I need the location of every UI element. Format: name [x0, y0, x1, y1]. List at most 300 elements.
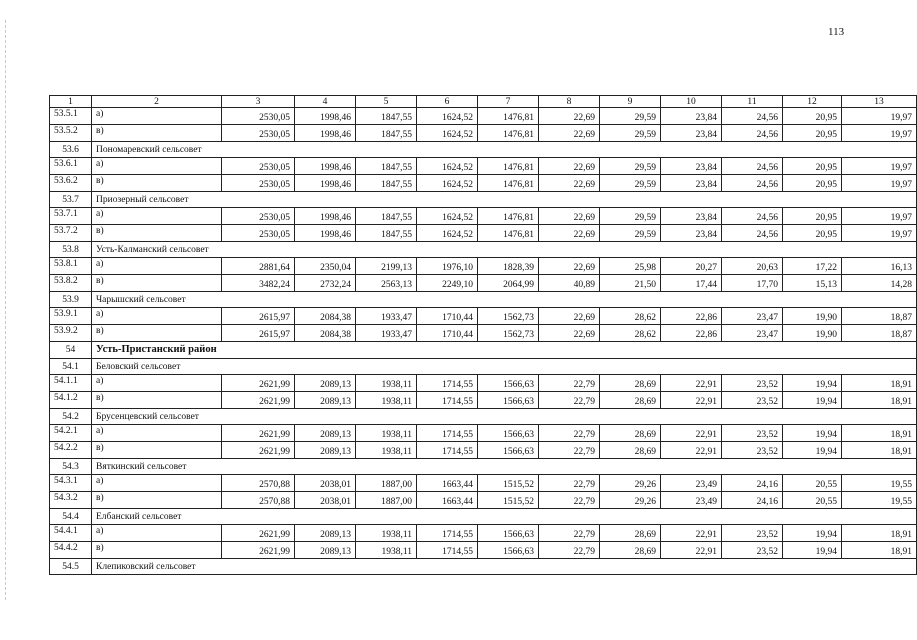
section-row: [50, 142, 917, 158]
section-row: [50, 459, 917, 475]
value-cell: 2038,01: [295, 492, 356, 509]
value-cell: 23,49: [661, 492, 722, 509]
row-subitem: а): [92, 425, 222, 442]
column-header: 12: [783, 96, 842, 108]
value-cell: 17,22: [783, 258, 842, 275]
value-cell: 2621,99: [222, 442, 295, 459]
table-row: [50, 425, 917, 442]
value-cell: 23,52: [722, 442, 783, 459]
value-cell: 15,13: [783, 275, 842, 292]
table-row: [50, 375, 917, 392]
value-cell: 1476,81: [478, 158, 539, 175]
value-cell: 1476,81: [478, 125, 539, 142]
value-cell: 1624,52: [417, 108, 478, 125]
value-cell: 18,91: [842, 425, 917, 442]
column-header: 2: [92, 96, 222, 108]
row-subitem: в): [92, 225, 222, 242]
value-cell: 18,91: [842, 392, 917, 409]
value-cell: 17,44: [661, 275, 722, 292]
value-cell: 24,56: [722, 158, 783, 175]
table-row: [50, 158, 917, 175]
row-code: 54.4: [50, 509, 92, 525]
value-cell: 23,84: [661, 175, 722, 192]
section-name: Брусенцевский сельсовет: [92, 409, 917, 425]
value-cell: 1624,52: [417, 225, 478, 242]
district-row: [50, 342, 917, 359]
table-body: [50, 96, 917, 575]
value-cell: 1515,52: [478, 492, 539, 509]
section-name: Чарышский сельсовет: [92, 292, 917, 308]
section-name: Вяткинский сельсовет: [92, 459, 917, 475]
value-cell: 20,95: [783, 125, 842, 142]
value-cell: 14,28: [842, 275, 917, 292]
value-cell: 1624,52: [417, 208, 478, 225]
value-cell: 28,62: [600, 325, 661, 342]
column-header: 13: [842, 96, 917, 108]
value-cell: 16,13: [842, 258, 917, 275]
value-cell: 2530,05: [222, 175, 295, 192]
value-cell: 19,94: [783, 392, 842, 409]
value-cell: 29,59: [600, 158, 661, 175]
value-cell: 25,98: [600, 258, 661, 275]
value-cell: 28,69: [600, 425, 661, 442]
value-cell: 1710,44: [417, 325, 478, 342]
value-cell: 1828,39: [478, 258, 539, 275]
row-code: 54.3.2: [50, 492, 92, 509]
value-cell: 22,69: [539, 125, 600, 142]
column-header: 10: [661, 96, 722, 108]
value-cell: 18,87: [842, 325, 917, 342]
row-code: 54: [50, 342, 92, 359]
value-cell: 22,79: [539, 392, 600, 409]
value-cell: 28,69: [600, 392, 661, 409]
value-cell: 1624,52: [417, 158, 478, 175]
value-cell: 28,69: [600, 442, 661, 459]
row-subitem: а): [92, 108, 222, 125]
value-cell: 1566,63: [478, 542, 539, 559]
value-cell: 2732,24: [295, 275, 356, 292]
value-cell: 1847,55: [356, 108, 417, 125]
value-cell: 1938,11: [356, 542, 417, 559]
value-cell: 22,69: [539, 225, 600, 242]
column-header: 6: [417, 96, 478, 108]
value-cell: 1515,52: [478, 475, 539, 492]
value-cell: 1714,55: [417, 392, 478, 409]
section-name: Клепиковский сельсовет: [92, 559, 917, 575]
value-cell: 23,52: [722, 525, 783, 542]
value-cell: 1714,55: [417, 542, 478, 559]
value-cell: 22,69: [539, 158, 600, 175]
value-cell: 2064,99: [478, 275, 539, 292]
value-cell: 1566,63: [478, 425, 539, 442]
value-cell: 2621,99: [222, 542, 295, 559]
value-cell: 18,91: [842, 525, 917, 542]
value-cell: 22,79: [539, 475, 600, 492]
table-row: [50, 208, 917, 225]
value-cell: 23,84: [661, 158, 722, 175]
table-row: [50, 275, 917, 292]
value-cell: 2089,13: [295, 375, 356, 392]
value-cell: 1624,52: [417, 125, 478, 142]
table-row: [50, 258, 917, 275]
section-row: [50, 509, 917, 525]
value-cell: 1847,55: [356, 208, 417, 225]
value-cell: 1998,46: [295, 108, 356, 125]
value-cell: 24,56: [722, 108, 783, 125]
value-cell: 1476,81: [478, 175, 539, 192]
value-cell: 22,79: [539, 375, 600, 392]
value-cell: 29,26: [600, 475, 661, 492]
row-code: 54.2.2: [50, 442, 92, 459]
value-cell: 19,90: [783, 308, 842, 325]
value-cell: 1933,47: [356, 308, 417, 325]
value-cell: 20,95: [783, 225, 842, 242]
row-code: 53.5.2: [50, 125, 92, 142]
value-cell: 24,16: [722, 492, 783, 509]
section-row: [50, 359, 917, 375]
row-subitem: в): [92, 175, 222, 192]
value-cell: 1714,55: [417, 425, 478, 442]
value-cell: 2350,04: [295, 258, 356, 275]
row-subitem: а): [92, 158, 222, 175]
value-cell: 2621,99: [222, 375, 295, 392]
row-code: 54.3: [50, 459, 92, 475]
value-cell: 1998,46: [295, 175, 356, 192]
row-code: 53.7: [50, 192, 92, 208]
value-cell: 22,69: [539, 208, 600, 225]
value-cell: 19,94: [783, 375, 842, 392]
row-subitem: в): [92, 442, 222, 459]
value-cell: 1714,55: [417, 525, 478, 542]
column-header: 3: [222, 96, 295, 108]
section-name: Приозерный сельсовет: [92, 192, 917, 208]
page-margin-line: [5, 20, 6, 600]
value-cell: 2249,10: [417, 275, 478, 292]
value-cell: 2563,13: [356, 275, 417, 292]
column-header: 11: [722, 96, 783, 108]
row-code: 53.9.2: [50, 325, 92, 342]
table-row: [50, 542, 917, 559]
row-code: 53.9: [50, 292, 92, 308]
value-cell: 22,79: [539, 492, 600, 509]
section-name: Пономаревский сельсовет: [92, 142, 917, 158]
row-code: 53.5.1: [50, 108, 92, 125]
value-cell: 22,91: [661, 375, 722, 392]
value-cell: 24,56: [722, 225, 783, 242]
value-cell: 24,56: [722, 208, 783, 225]
value-cell: 2615,97: [222, 325, 295, 342]
value-cell: 23,84: [661, 225, 722, 242]
value-cell: 19,94: [783, 542, 842, 559]
value-cell: 3482,24: [222, 275, 295, 292]
value-cell: 29,26: [600, 492, 661, 509]
row-code: 54.2.1: [50, 425, 92, 442]
value-cell: 1847,55: [356, 225, 417, 242]
row-code: 54.5: [50, 559, 92, 575]
value-cell: 19,94: [783, 442, 842, 459]
table-row: [50, 308, 917, 325]
value-cell: 19,94: [783, 525, 842, 542]
value-cell: 23,49: [661, 475, 722, 492]
value-cell: 22,69: [539, 308, 600, 325]
value-cell: 2530,05: [222, 208, 295, 225]
value-cell: 19,97: [842, 208, 917, 225]
value-cell: 2199,13: [356, 258, 417, 275]
column-header: 7: [478, 96, 539, 108]
row-code: 54.1.1: [50, 375, 92, 392]
column-header: 8: [539, 96, 600, 108]
value-cell: 22,79: [539, 525, 600, 542]
section-name: Беловский сельсовет: [92, 359, 917, 375]
value-cell: 29,59: [600, 125, 661, 142]
table-row: [50, 175, 917, 192]
value-cell: 1938,11: [356, 442, 417, 459]
value-cell: 1476,81: [478, 108, 539, 125]
value-cell: 2570,88: [222, 492, 295, 509]
value-cell: 1938,11: [356, 375, 417, 392]
value-cell: 28,69: [600, 525, 661, 542]
value-cell: 1887,00: [356, 492, 417, 509]
row-subitem: в): [92, 275, 222, 292]
row-subitem: а): [92, 258, 222, 275]
row-code: 54.4.1: [50, 525, 92, 542]
row-code: 53.6: [50, 142, 92, 158]
value-cell: 1933,47: [356, 325, 417, 342]
value-cell: 1562,73: [478, 325, 539, 342]
value-cell: 1887,00: [356, 475, 417, 492]
section-row: [50, 559, 917, 575]
value-cell: 28,69: [600, 375, 661, 392]
value-cell: 18,91: [842, 375, 917, 392]
value-cell: 1998,46: [295, 158, 356, 175]
value-cell: 29,59: [600, 225, 661, 242]
value-cell: 23,47: [722, 325, 783, 342]
value-cell: 24,56: [722, 125, 783, 142]
value-cell: 2038,01: [295, 475, 356, 492]
value-cell: 1566,63: [478, 442, 539, 459]
value-cell: 1663,44: [417, 475, 478, 492]
value-cell: 2621,99: [222, 392, 295, 409]
value-cell: 2089,13: [295, 542, 356, 559]
value-cell: 1998,46: [295, 208, 356, 225]
row-subitem: а): [92, 208, 222, 225]
row-code: 54.3.1: [50, 475, 92, 492]
value-cell: 2621,99: [222, 525, 295, 542]
value-cell: 1938,11: [356, 425, 417, 442]
value-cell: 21,50: [600, 275, 661, 292]
value-cell: 2621,99: [222, 425, 295, 442]
row-code: 54.2: [50, 409, 92, 425]
value-cell: 20,55: [783, 475, 842, 492]
page-number: 113: [828, 26, 845, 38]
value-cell: 19,55: [842, 475, 917, 492]
value-cell: 1714,55: [417, 442, 478, 459]
section-row: [50, 292, 917, 308]
value-cell: 23,52: [722, 392, 783, 409]
value-cell: 22,86: [661, 308, 722, 325]
value-cell: 1566,63: [478, 375, 539, 392]
value-cell: 19,94: [783, 425, 842, 442]
value-cell: 1847,55: [356, 158, 417, 175]
row-subitem: а): [92, 308, 222, 325]
table-row: [50, 492, 917, 509]
value-cell: 24,16: [722, 475, 783, 492]
row-code: 54.1.2: [50, 392, 92, 409]
row-code: 54.1: [50, 359, 92, 375]
value-cell: 1998,46: [295, 225, 356, 242]
table-header-row: [50, 96, 917, 108]
column-header: 5: [356, 96, 417, 108]
value-cell: 2530,05: [222, 158, 295, 175]
value-cell: 1566,63: [478, 525, 539, 542]
tariff-table: [49, 95, 917, 575]
value-cell: 22,91: [661, 392, 722, 409]
row-subitem: в): [92, 392, 222, 409]
value-cell: 2530,05: [222, 125, 295, 142]
row-subitem: а): [92, 375, 222, 392]
value-cell: 1976,10: [417, 258, 478, 275]
value-cell: 1566,63: [478, 392, 539, 409]
row-code: 53.8.1: [50, 258, 92, 275]
value-cell: 22,91: [661, 425, 722, 442]
value-cell: 1624,52: [417, 175, 478, 192]
value-cell: 1714,55: [417, 375, 478, 392]
value-cell: 2089,13: [295, 442, 356, 459]
value-cell: 22,79: [539, 542, 600, 559]
value-cell: 22,69: [539, 108, 600, 125]
value-cell: 29,59: [600, 208, 661, 225]
section-name: Елбанский сельсовет: [92, 509, 917, 525]
value-cell: 23,47: [722, 308, 783, 325]
value-cell: 1476,81: [478, 208, 539, 225]
value-cell: 28,62: [600, 308, 661, 325]
value-cell: 2615,97: [222, 308, 295, 325]
value-cell: 20,27: [661, 258, 722, 275]
table-row: [50, 325, 917, 342]
value-cell: 18,87: [842, 308, 917, 325]
value-cell: 19,90: [783, 325, 842, 342]
value-cell: 19,97: [842, 158, 917, 175]
value-cell: 19,97: [842, 225, 917, 242]
value-cell: 28,69: [600, 542, 661, 559]
section-row: [50, 192, 917, 208]
value-cell: 23,52: [722, 375, 783, 392]
row-code: 53.7.2: [50, 225, 92, 242]
value-cell: 1998,46: [295, 125, 356, 142]
value-cell: 2084,38: [295, 308, 356, 325]
value-cell: 19,97: [842, 175, 917, 192]
table-row: [50, 108, 917, 125]
table-row: [50, 442, 917, 459]
value-cell: 1710,44: [417, 308, 478, 325]
value-cell: 29,59: [600, 108, 661, 125]
value-cell: 19,97: [842, 108, 917, 125]
value-cell: 2570,88: [222, 475, 295, 492]
row-code: 53.8: [50, 242, 92, 258]
table-row: [50, 392, 917, 409]
value-cell: 1847,55: [356, 125, 417, 142]
value-cell: 2530,05: [222, 108, 295, 125]
value-cell: 20,95: [783, 175, 842, 192]
value-cell: 22,86: [661, 325, 722, 342]
value-cell: 23,84: [661, 125, 722, 142]
section-row: [50, 242, 917, 258]
row-code: 53.9.1: [50, 308, 92, 325]
value-cell: 22,79: [539, 442, 600, 459]
value-cell: 22,79: [539, 425, 600, 442]
value-cell: 24,56: [722, 175, 783, 192]
value-cell: 2530,05: [222, 225, 295, 242]
table-row: [50, 125, 917, 142]
value-cell: 2089,13: [295, 425, 356, 442]
value-cell: 1476,81: [478, 225, 539, 242]
row-subitem: в): [92, 492, 222, 509]
column-header: 9: [600, 96, 661, 108]
value-cell: 1938,11: [356, 392, 417, 409]
value-cell: 22,91: [661, 442, 722, 459]
row-subitem: а): [92, 525, 222, 542]
row-subitem: в): [92, 325, 222, 342]
value-cell: 22,69: [539, 175, 600, 192]
value-cell: 2089,13: [295, 525, 356, 542]
value-cell: 1562,73: [478, 308, 539, 325]
section-name: Усть-Калманский сельсовет: [92, 242, 917, 258]
value-cell: 2881,64: [222, 258, 295, 275]
value-cell: 22,91: [661, 525, 722, 542]
table-row: [50, 475, 917, 492]
value-cell: 1938,11: [356, 525, 417, 542]
column-header: 1: [50, 96, 92, 108]
section-row: [50, 409, 917, 425]
row-code: 53.8.2: [50, 275, 92, 292]
value-cell: 20,95: [783, 108, 842, 125]
value-cell: 2084,38: [295, 325, 356, 342]
table-row: [50, 525, 917, 542]
value-cell: 2089,13: [295, 392, 356, 409]
value-cell: 40,89: [539, 275, 600, 292]
table-row: [50, 225, 917, 242]
row-code: 53.6.1: [50, 158, 92, 175]
row-subitem: в): [92, 542, 222, 559]
value-cell: 1663,44: [417, 492, 478, 509]
value-cell: 20,63: [722, 258, 783, 275]
row-subitem: а): [92, 475, 222, 492]
value-cell: 17,70: [722, 275, 783, 292]
value-cell: 20,95: [783, 158, 842, 175]
value-cell: 22,69: [539, 325, 600, 342]
value-cell: 23,52: [722, 542, 783, 559]
value-cell: 22,91: [661, 542, 722, 559]
value-cell: 23,84: [661, 208, 722, 225]
value-cell: 29,59: [600, 175, 661, 192]
column-header: 4: [295, 96, 356, 108]
row-code: 53.6.2: [50, 175, 92, 192]
value-cell: 18,91: [842, 442, 917, 459]
value-cell: 23,84: [661, 108, 722, 125]
row-code: 53.7.1: [50, 208, 92, 225]
value-cell: 22,69: [539, 258, 600, 275]
row-code: 54.4.2: [50, 542, 92, 559]
value-cell: 19,97: [842, 125, 917, 142]
value-cell: 1847,55: [356, 175, 417, 192]
value-cell: 23,52: [722, 425, 783, 442]
value-cell: 19,55: [842, 492, 917, 509]
value-cell: 18,91: [842, 542, 917, 559]
value-cell: 20,55: [783, 492, 842, 509]
row-subitem: в): [92, 125, 222, 142]
value-cell: 20,95: [783, 208, 842, 225]
district-name: Усть-Пристанский район: [92, 342, 917, 359]
